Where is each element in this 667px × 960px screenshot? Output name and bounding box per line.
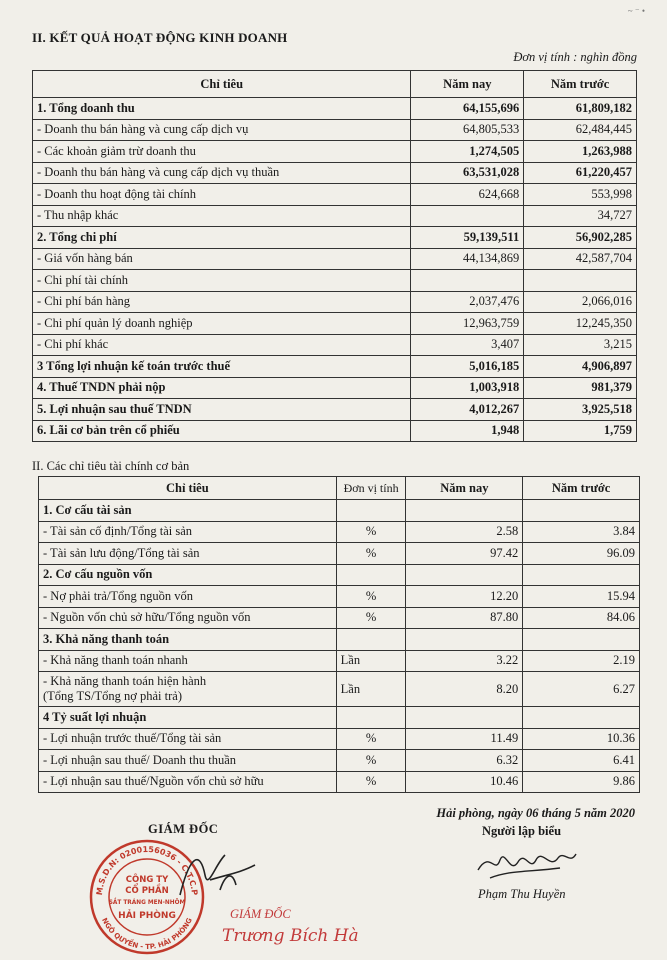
empty-cell	[523, 707, 640, 729]
header2-previous-year: Năm trước	[523, 477, 640, 500]
table-row	[39, 672, 640, 707]
row-current-value	[411, 205, 524, 227]
row-unit: %	[336, 586, 406, 608]
row-label: - Chi phí quản lý doanh nghiệp	[33, 313, 411, 335]
section2-title: II. Các chỉ tiêu tài chính cơ bản	[32, 459, 190, 473]
group-title: 3. Khả năng thanh toán	[39, 629, 337, 651]
table-row	[33, 162, 637, 184]
table-row	[39, 771, 640, 793]
empty-cell	[406, 500, 523, 522]
row-previous-value: 84.06	[523, 607, 640, 629]
row-label: - Giá vốn hàng bán	[33, 248, 411, 270]
row-previous-value: 6.27	[523, 672, 640, 707]
table-row	[33, 420, 637, 442]
table-row	[39, 650, 640, 672]
row-label: - Lợi nhuận trước thuế/Tổng tài sản	[39, 728, 337, 750]
row-current-value: 59,139,511	[411, 227, 524, 249]
row-unit: Lần	[336, 650, 406, 672]
director-signature-icon	[170, 845, 260, 905]
empty-cell	[336, 707, 406, 729]
table-row	[39, 586, 640, 608]
row-label: - Các khoản giảm trừ doanh thu	[33, 141, 411, 163]
row-previous-value: 3,215	[524, 334, 637, 356]
preparer-title: Người lập biểu	[482, 824, 562, 838]
row-current-value: 624,668	[411, 184, 524, 206]
row-current-value: 11.49	[406, 728, 523, 750]
preparer-signature-icon	[470, 840, 580, 885]
row-current-value: 6.32	[406, 750, 523, 772]
empty-cell	[406, 629, 523, 651]
seal-line4: HẢI PHÒNG	[118, 911, 176, 921]
row-previous-value: 61,220,457	[524, 162, 637, 184]
row-label-line2: (Tổng TS/Tổng nợ phải trả)	[43, 689, 182, 703]
table-row	[33, 291, 637, 313]
group-title: 2. Cơ cấu nguồn vốn	[39, 564, 337, 586]
unit-label: Đơn vị tính : nghìn đồng	[513, 50, 637, 64]
corner-mark: ~ ⁻ •	[627, 6, 645, 16]
row-label: - Nguồn vốn chủ sở hữu/Tổng nguồn vốn	[39, 607, 337, 629]
row-label: - Doanh thu bán hàng và cung cấp dịch vụ thuần	[33, 162, 411, 184]
table-row	[39, 750, 640, 772]
table-row	[39, 607, 640, 629]
empty-cell	[336, 629, 406, 651]
header-current-year: Năm nay	[411, 71, 524, 98]
row-previous-value: 9.86	[523, 771, 640, 793]
table-row	[39, 521, 640, 543]
row-current-value: 63,531,028	[411, 162, 524, 184]
row-previous-value: 1,263,988	[524, 141, 637, 163]
group-row	[39, 564, 640, 586]
row-unit: %	[336, 543, 406, 565]
svg-text:NGÔ QUYỀN - TP. HẢI PHÒNG	[100, 916, 194, 951]
table-row	[33, 248, 637, 270]
seal-line2: CỔ PHẦN	[125, 886, 169, 896]
row-label: - Tài sản cố định/Tổng tài sản	[39, 521, 337, 543]
income-table	[32, 70, 637, 442]
director-title: GIÁM ĐỐC	[148, 822, 219, 836]
row-current-value: 2.58	[406, 521, 523, 543]
seal-ring-text: M.S.D.N: 0200156036 - C.T.C.P	[94, 844, 200, 896]
row-current-value: 5,016,185	[411, 356, 524, 378]
row-unit: %	[336, 750, 406, 772]
header2-current-year: Năm nay	[406, 477, 523, 500]
row-label: - Doanh thu bán hàng và cung cấp dịch vụ	[33, 119, 411, 141]
table-row	[33, 184, 637, 206]
row-current-value: 10.46	[406, 771, 523, 793]
row-label: - Tài sản lưu động/Tổng tài sản	[39, 543, 337, 565]
row-label: - Thu nhập khác	[33, 205, 411, 227]
row-previous-value: 62,484,445	[524, 119, 637, 141]
row-current-value	[411, 270, 524, 292]
row-label: - Doanh thu hoạt động tài chính	[33, 184, 411, 206]
row-previous-value: 3,925,518	[524, 399, 637, 421]
table-row	[33, 356, 637, 378]
row-previous-value: 1,759	[524, 420, 637, 442]
table-row	[33, 98, 637, 120]
row-current-value: 3.22	[406, 650, 523, 672]
table-row	[33, 270, 637, 292]
empty-cell	[523, 629, 640, 651]
row-previous-value: 2.19	[523, 650, 640, 672]
financial-indicators-table	[38, 476, 640, 793]
table-row	[39, 543, 640, 565]
row-label: 1. Tổng doanh thu	[33, 98, 411, 120]
row-previous-value: 4,906,897	[524, 356, 637, 378]
row-previous-value: 2,066,016	[524, 291, 637, 313]
row-current-value: 64,805,533	[411, 119, 524, 141]
row-previous-value	[524, 270, 637, 292]
empty-cell	[523, 500, 640, 522]
row-previous-value: 6.41	[523, 750, 640, 772]
row-current-value: 12,963,759	[411, 313, 524, 335]
signature-title: GIÁM ĐỐC	[230, 907, 291, 921]
row-label: 2. Tổng chi phí	[33, 227, 411, 249]
row-label: - Chi phí bán hàng	[33, 291, 411, 313]
row-current-value: 8.20	[406, 672, 523, 707]
signature-name: Trương Bích Hà	[222, 926, 359, 946]
row-current-value: 64,155,696	[411, 98, 524, 120]
row-previous-value: 12,245,350	[524, 313, 637, 335]
group-title: 4 Tỷ suất lợi nhuận	[39, 707, 337, 729]
row-label: 4. Thuế TNDN phải nộp	[33, 377, 411, 399]
table-row	[33, 313, 637, 335]
empty-cell	[336, 500, 406, 522]
row-label: - Chi phí tài chính	[33, 270, 411, 292]
row-label: - Lợi nhuận sau thuế/Nguồn vốn chủ sở hữu	[39, 771, 337, 793]
seal-line1: CÔNG TY	[125, 875, 169, 885]
row-label: 6. Lãi cơ bản trên cổ phiếu	[33, 420, 411, 442]
report-date: Hải phòng, ngày 06 tháng 5 năm 2020	[436, 806, 635, 820]
table-row	[33, 227, 637, 249]
seal-line3: SẮT TRÁNG MEN-NHÔM	[108, 900, 186, 906]
row-current-value: 1,274,505	[411, 141, 524, 163]
row-previous-value: 96.09	[523, 543, 640, 565]
header-previous-year: Năm trước	[524, 71, 637, 98]
empty-cell	[406, 564, 523, 586]
table-row	[33, 205, 637, 227]
row-current-value: 1,948	[411, 420, 524, 442]
row-current-value: 1,003,918	[411, 377, 524, 399]
row-unit: Lần	[336, 672, 406, 707]
table-row	[33, 141, 637, 163]
row-unit: %	[336, 728, 406, 750]
row-previous-value: 981,379	[524, 377, 637, 399]
row-label: - Nợ phải trả/Tổng nguồn vốn	[39, 586, 337, 608]
row-unit: %	[336, 771, 406, 793]
table-row	[39, 728, 640, 750]
header2-unit: Đơn vị tính	[336, 477, 406, 500]
row-previous-value: 56,902,285	[524, 227, 637, 249]
row-current-value: 87.80	[406, 607, 523, 629]
row-label: - Chi phí khác	[33, 334, 411, 356]
row-unit: %	[336, 521, 406, 543]
row-label-line1: - Khả năng thanh toán hiện hành	[43, 674, 207, 688]
header-indicator: Chỉ tiêu	[33, 71, 411, 98]
row-current-value: 12.20	[406, 586, 523, 608]
table-row	[33, 377, 637, 399]
row-current-value: 2,037,476	[411, 291, 524, 313]
group-row	[39, 629, 640, 651]
row-previous-value: 34,727	[524, 205, 637, 227]
empty-cell	[406, 707, 523, 729]
preparer-name: Phạm Thu Huyền	[478, 887, 566, 901]
row-previous-value: 553,998	[524, 184, 637, 206]
table-row	[33, 119, 637, 141]
row-current-value: 44,134,869	[411, 248, 524, 270]
empty-cell	[523, 564, 640, 586]
row-current-value: 3,407	[411, 334, 524, 356]
row-previous-value: 10.36	[523, 728, 640, 750]
seal-ring-bottom-text: NGÔ QUYỀN - TP. HẢI PHÒNG	[100, 916, 194, 952]
row-current-value: 97.42	[406, 543, 523, 565]
row-label: 5. Lợi nhuận sau thuế TNDN	[33, 399, 411, 421]
row-label: 3 Tổng lợi nhuận kế toán trước thuế	[33, 356, 411, 378]
header2-indicator: Chỉ tiêu	[39, 477, 337, 500]
group-row	[39, 500, 640, 522]
group-title: 1. Cơ cấu tài sản	[39, 500, 337, 522]
table-row	[33, 334, 637, 356]
row-previous-value: 3.84	[523, 521, 640, 543]
row-previous-value: 15.94	[523, 586, 640, 608]
row-label	[39, 672, 337, 707]
group-row	[39, 707, 640, 729]
row-previous-value: 61,809,182	[524, 98, 637, 120]
row-label: - Lợi nhuận sau thuế/ Doanh thu thuần	[39, 750, 337, 772]
row-current-value: 4,012,267	[411, 399, 524, 421]
row-unit: %	[336, 607, 406, 629]
section1-title: II. KẾT QUẢ HOẠT ĐỘNG KINH DOANH	[32, 30, 288, 45]
empty-cell	[336, 564, 406, 586]
row-label: - Khả năng thanh toán nhanh	[39, 650, 337, 672]
row-previous-value: 42,587,704	[524, 248, 637, 270]
table-row	[33, 399, 637, 421]
